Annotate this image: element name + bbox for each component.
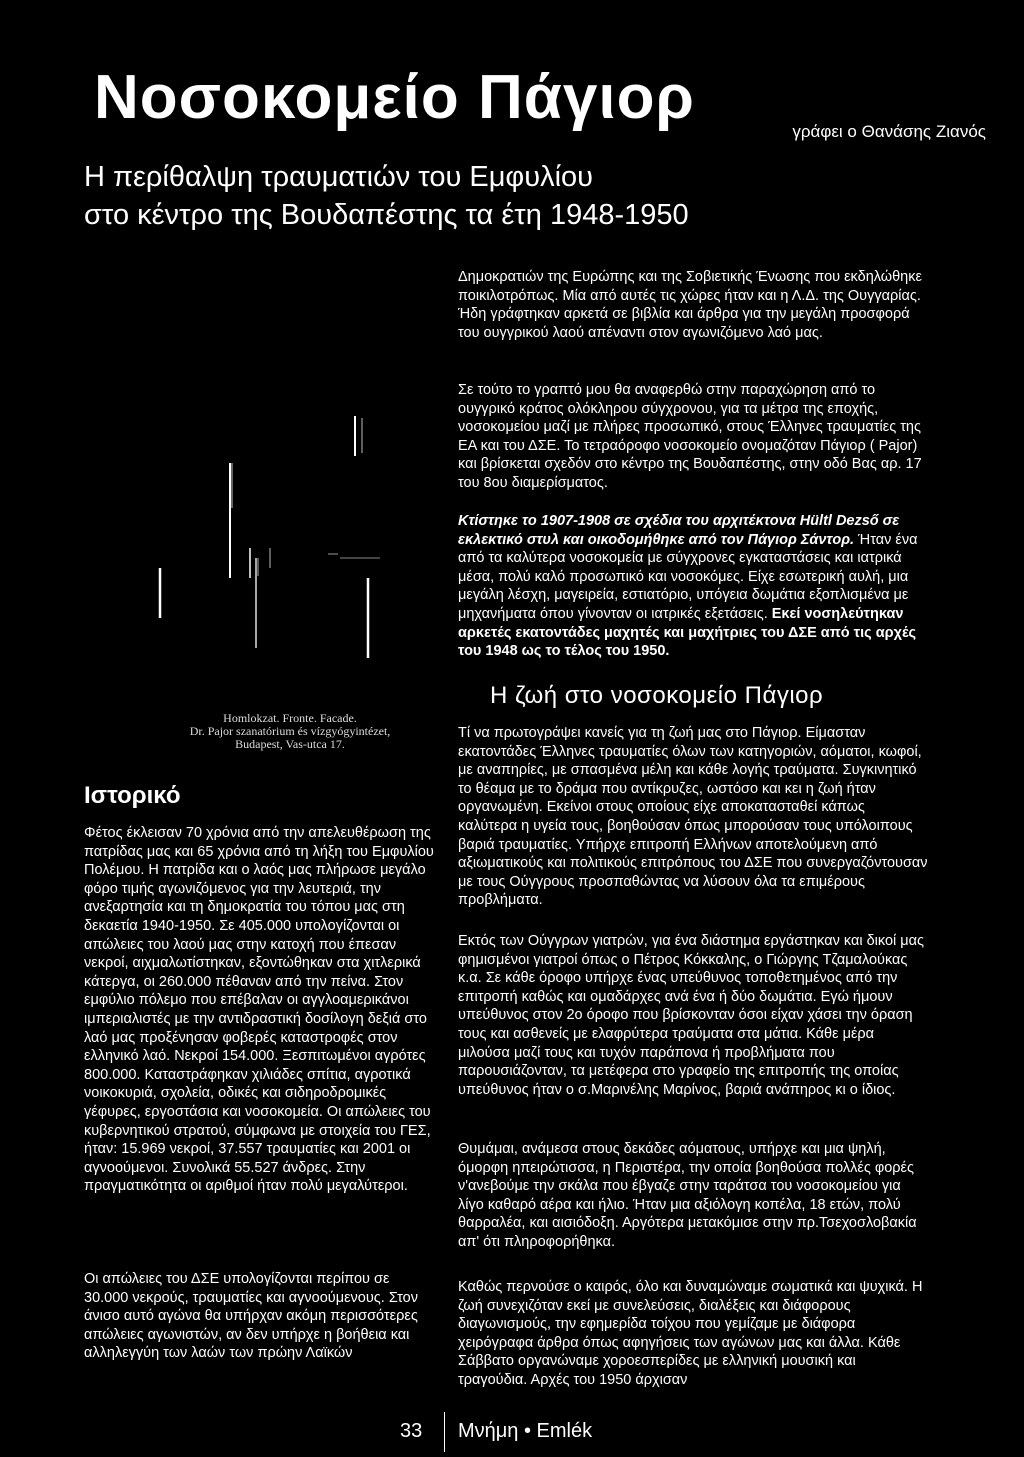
byline: γράφει ο Θανάσης Ζιανός: [792, 122, 986, 141]
paragraph-construction: [458, 512, 928, 661]
life-paragraph-2: Εκτός των Ούγγρων γιατρών, για ένα διάστημα εργάστηκαν και δικοί μας φημισμένοι γιατροί όπως ο Πέτρος Κόκκαλης, ο Γιώργης Τζαμαλούκας κ.α. Σε κάθε όροφο υπήρχε ένας υπεύθυνος τοποθετημένος από την επιτροπή καθώς και ομαδάρχες ανά ένα ή δύο δωμάτια. Εγώ ήμουν υπεύθυνος στον 2ο όροφο που βρίσκονταν όσοι είχαν χάσει την όραση τους και ασθενείς με ελαφρύτερα τραύματα στα μάτια. Κάθε μέρα μιλούσα μαζί τους και τυχόν παράπονα ή προβλήματα που παρουσιάζονταν, τα μετέφερα στο γραφείο της επιτροπής της οποίας υπεύθυνος ήταν ο σ.Μαρινέλης Μαρίνος, βαριά ανάπηρος κι ο ίδιος.: [458, 933, 924, 1098]
intro-paragraph: Δημοκρατιών της Ευρώπης και της Σοβιετικής Ένωσης που εκδηλώθηκε ποικιλοτρόπως. Μία από αυτές τις χώρες ήταν και η Λ.Δ. της Ουγγαρίας. Ήδη γράφτηκαν αρκετά σε βιβλία και άρθρα για την μεγάλη προσφορά του ουγγρικού λαού απέναντι στον αγωνιζόμενο λαό μας.: [458, 269, 922, 341]
article-subtitle: [84, 158, 689, 234]
life-paragraph-3: Θυμάμαι, ανάμεσα στους δεκάδες αόματους, υπήρχε και μια ψηλή, όμορφη ηπειρώτισσα, η Περιστέρα, την οποία βοηθούσα πολλές φορές ν'ανεβούμε την σκάλα που έβγαζε στην ταράτσα του νοσοκομείου για λίγο καθαρό αέρα και ήλιο. Ήταν μια αξιόλογη κοπέλα, 18 ετών, πολύ θαρραλέα, και αισιόδοξη. Αργότερα μετακόμισε στην πρ.Τσεχοσλοβακία απ' ότι πληροφορήθηκα.: [458, 1141, 917, 1250]
history-paragraph-2: Οι απώλειες του ΔΣΕ υπολογίζονται περίπου σε 30.000 νεκρούς, τραυματίες και αγνοούμενους. Στον άνισο αυτό αγώνα θα υπήρχαν ακόμη περισσότερες απώλειες αγωνιστών, αν δεν υπήρχε η βοήθεια και αλληλεγγύη των λαών των πρώην Λαϊκών: [84, 1271, 418, 1362]
publication-name: Μνήμη • Emlék: [458, 1420, 593, 1442]
photo-caption: [170, 712, 410, 751]
construction-bold-outro: Εκεί νοσηλεύτηκαν αρκετές εκατοντάδες μαχητές και μαχήτριες του ΔΣΕ από τις αρχές του 1948 ως το τέλος του 1950.: [458, 605, 917, 660]
caption-line-2: Dr. Pajor szanatórium és vízgyógyintézet,: [189, 724, 391, 738]
construction-bold-intro: Κτίστηκε το 1907-1908 σε σχέδια του αρχιτέκτονα Hültl Dezső σε εκλεκτικό στυλ και οικοδομήθηκε από τον Πάγιορ Σάντορ.: [458, 513, 900, 548]
caption-line-1: Homlokzat. Fronte. Facade.: [223, 711, 357, 725]
article-title: Νοσοκομείο Πάγιορ: [94, 63, 695, 132]
paragraph-handover: Σε τούτο το γραπτό μου θα αναφερθώ στην παραχώρηση από το ουγγρικό κράτος ολόκληρου σύγχρονου, για τα μέτρα της εποχής, νοσοκομείου μαζί με πλήρες προσωπικό, στους Έλληνες τραυματίες της ΕΑ και του ΔΣΕ. Το τετραόροφο νοσοκομείο ονομαζόταν Πάγιορ ( Pajor) και βρίσκεται σχεδόν στο κέντρο της Βουδαπέστης, στην οδό Βας αρ. 17 του 8ου διαμερίσματος.: [458, 382, 922, 491]
subtitle-line-2: στο κέντρο της Βουδαπέστης τα έτη 1948-1950: [84, 199, 689, 231]
caption-line-3: Budapest, Vas-utca 17.: [235, 737, 345, 751]
section-heading-life: Η ζωή στο νοσοκομείο Πάγιορ: [490, 682, 824, 709]
section-heading-history: Ιστορικό: [84, 782, 181, 809]
life-paragraph-1: Τί να πρωτογράψει κανείς για τη ζωή μας στο Πάγιορ. Είμασταν εκατοντάδες Έλληνες τραυματίες όλων των κατηγοριών, αόματοι, κωφοί, με αναπηρίες, με σπασμένα μέλη και κάθε λογής τραύματα. Συγκινητικό το θέαμα με το δράμα που αντίκρυζες, ωστόσο και κει η ζωή ήταν οργανωμένη. Εκείνοι στους οποίους είχε αποκατασταθεί κάπως καλύτερα η υγεία τους, βοηθούσαν όπως μπορούσαν τους υπόλοιπους βαριά τραυματίες. Υπήρχε επιτροπή Ελλήνων αποτελούμενη από αξιωματικούς και πολιτικούς επιτρόπους του ΔΣΕ που συνεργαζόντουσαν με τους Ούγγρους προσπαθώντας να λύσουν όλα τα επιμέρους προβλήματα.: [458, 725, 928, 909]
construction-text: Ήταν ένα από τα καλύτερα νοσοκομεία με σύγχρονες εγκαταστάσεις και ιατρικά μέσα, πολύ καλό προσωπικό και νοσοκόμες. Είχε εσωτερική αυλή, μια μεγάλη λέσχη, μαγειρεία, εστιατόριο, υπόγεια δωμάτια εξοπλισμένα με μηχανήματα όπου γίνονταν οι ιατρικές εξετάσεις.: [458, 531, 918, 622]
footer-divider: [444, 1412, 445, 1452]
history-paragraph-1: Φέτος έκλεισαν 70 χρόνια από την απελευθέρωση της πατρίδας μας και 65 χρόνια από τη λήξη του Εμφυλίου Πολέμου. Η πατρίδα και ο λαός μας πλήρωσε μεγάλο φόρο τιμής αγωνιζόμενος για την λευτεριά, την ανεξαρτησία και τη δημοκρατία του τόπου μας στη δεκαετία 1940-1950. Σε 405.000 υπολογίζονται οι απώλειες του λαού μας στην κατοχή που έπεσαν νεκροί, αιχμαλωτίστηκαν, εξοντώθηκαν στα χιτλερικά κάτεργα, οι 260.000 πέθαναν από την πείνα. Στον εμφύλιο πόλεμο που επέβαλαν οι αγγλοαμερικάνοι ιμπεριαλιστές με την αντιδραστική δοσίλογη δεξιά στο λαό μας προξένησαν φοβερές καταστροφές στον ελληνικό λαό. Νεκροί 154.000. Ξεσπιτωμένοι αγρότες 800.000. Καταστράφηκαν χιλιάδες σπίτια, αγροτικά νοικοκυριά, σχολεία, οδικές και σιδηροδρομικές γέφυρες, εργοστάσια και νοσοκομεία. Οι απώλειες του κυβερνητικού στρατού, σύμφωνα με στοιχεία του ΓΕΣ, ήταν: 15.969 νεκροί, 37.557 τραυματίες και 2001 οι αγνοούμενοι. Συνολικά 55.527 άνδρες. Στην πραγματικότητα οι αριθμοί ήταν πολύ μεγαλύτεροι.: [84, 825, 434, 1195]
hospital-facade-photo: [80, 258, 420, 698]
subtitle-line-1: Η περίθαλψη τραυματιών του Εμφυλίου: [84, 161, 594, 193]
life-paragraph-4: Καθώς περνούσε ο καιρός, όλο και δυναμώναμε σωματικά και ψυχικά. Η ζωή συνεχιζόταν εκεί με συνελεύσεις, διαλέξεις και διάφορους διαγωνισμούς, την εφημερίδα τοίχου που γεμίζαμε με διάφορα χειρόγραφα άρθρα όπως αφηγήσεις των αγώνων μας και άλλα. Κάθε Σάββατο οργανώναμε χοροεσπερίδες με ελληνική μουσική και τραγούδια. Αρχές του 1950 άρχισαν: [458, 1279, 923, 1388]
facade-photo-graphic: [80, 258, 420, 698]
page-number: 33: [400, 1420, 423, 1442]
